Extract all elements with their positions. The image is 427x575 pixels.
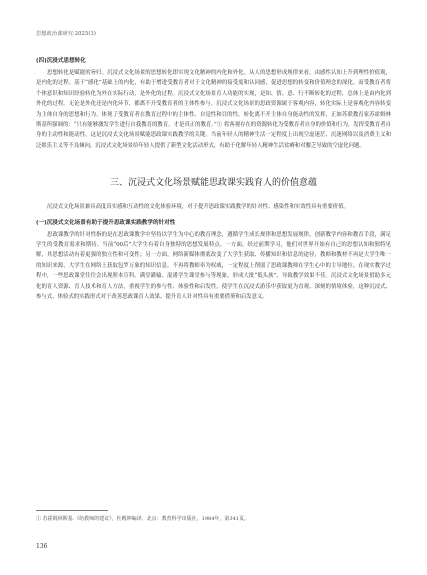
footnote: ① 苏霍姆林斯基.《给教师的建议》，杜殿坤编译，北京：教育科学出版社，1984年，第341页。 <box>36 516 249 522</box>
subsection-heading-pertinence: (一)沉浸式文化场景有助于提升思政课实践教学的针对性 <box>36 219 176 226</box>
section-heading-immersive-transformation: (四)沉浸式思想转化 <box>36 58 86 64</box>
paragraph-pertinence: 思政课教学的针对性指的是在思政课教学中坚持以学生为中心的教育理念，遵循学生成长规律和思想发展规律，创新教学内容和教育手段，满足学生的受教育需求和期待。当前“00后”大学生有着自身独特的思想发展特点。一方面，经过前期学习，他们对世界开始有自己的思想认知和独特见解，其思想活动有着更强的独立性和可变性；另一方面，网络新媒体彻底改变了大学生获取、传播知识和信息的途径，教师和教材不再是大学生唯一的知识来源，大学生在网络上获取包罗万象的知识信息，不再将教师奉为权威，一定程度上削弱了思政课教师在学生心中的主导地位。在现实教学过程中，一些思政课堂往往会出现照本宣科、满堂灌输、混淆学生课堂参与等现象，形成大批“低头族”，导致教学效果不佳。沉浸式文化场景借助多元化的育人资源、育人技术和育人方法，重视学生的参与性、体验性和启发性，使学生在沉浸式游乐中获取更为直观、深刻的情境体验，这种沉浸式、参与式、体验式的实践形式对于改善思政课育人效果、提升育人针对性具有重要借鉴和启发意义。 <box>36 231 391 301</box>
footnote-divider <box>36 510 108 511</box>
article-body <box>36 56 391 303</box>
paragraph-transformation: 思想转化是赋能的旨归。沉浸式文化场景的思想转化即实现文化精神的内化和外化。从人的思想形成规律来看，由感性认知上升到理性价值观，是内化的过程。基于“感化”基础上的内化，有助于增进受教育者对于文化精神的接受度和认同感，促进思想的转变和价值理念的深化。而受教育者将个体意识和知识经验转化为外在实际行动，是外化的过程。沉浸式文化场景育人功能的实现，是知、情、意、行不断转化的过程，总体上是由内化到外化的过程。无论是外化还是内化环节，都离不开受教育者的主体性参与。沉浸式文化场景的思政资源属于客观内容，转化实际上是客观化内容转变为主体自身的思想和行为，体现了受教育者在教育过程中的主体性、自觉性和目的性。转化离不开主体自身能动性的发挥，正如苏联教育家苏霍姆林斯基所强调的：“只有能够激发学生进行自我教育的教育，才是真正的教育。”① 将客观存在的资源转化为受教育者自身的价值和行为，发挥受教育者自身的主动性和能动性，这是沉浸式文化场景赋能思政课实践教学的关键。当前年轻人的精神生活一定程度上出现空虚迷茫、沉迷网络以及消费主义和泛娱乐主义等不良倾向，沉浸式文化场景给年轻人提供了新型文化活动形式，有助于化解年轻人精神生活贫瘠和对腰乏导致的空虚化问题。 <box>36 70 391 149</box>
paragraph-intro: 沉浸式文化场景兼具高度真实感和互动性的文化体验环境，对于提升思政课实践教学的针对性、感染性和实效性具有重要价值。 <box>47 204 349 211</box>
chapter-heading-value: 三、沉浸式文化场景赋能思政课实践育人的价值意蕴 <box>109 178 317 189</box>
page-number: 136 <box>36 543 48 550</box>
running-head: 思想政治课研究·2025(3) <box>36 31 97 37</box>
